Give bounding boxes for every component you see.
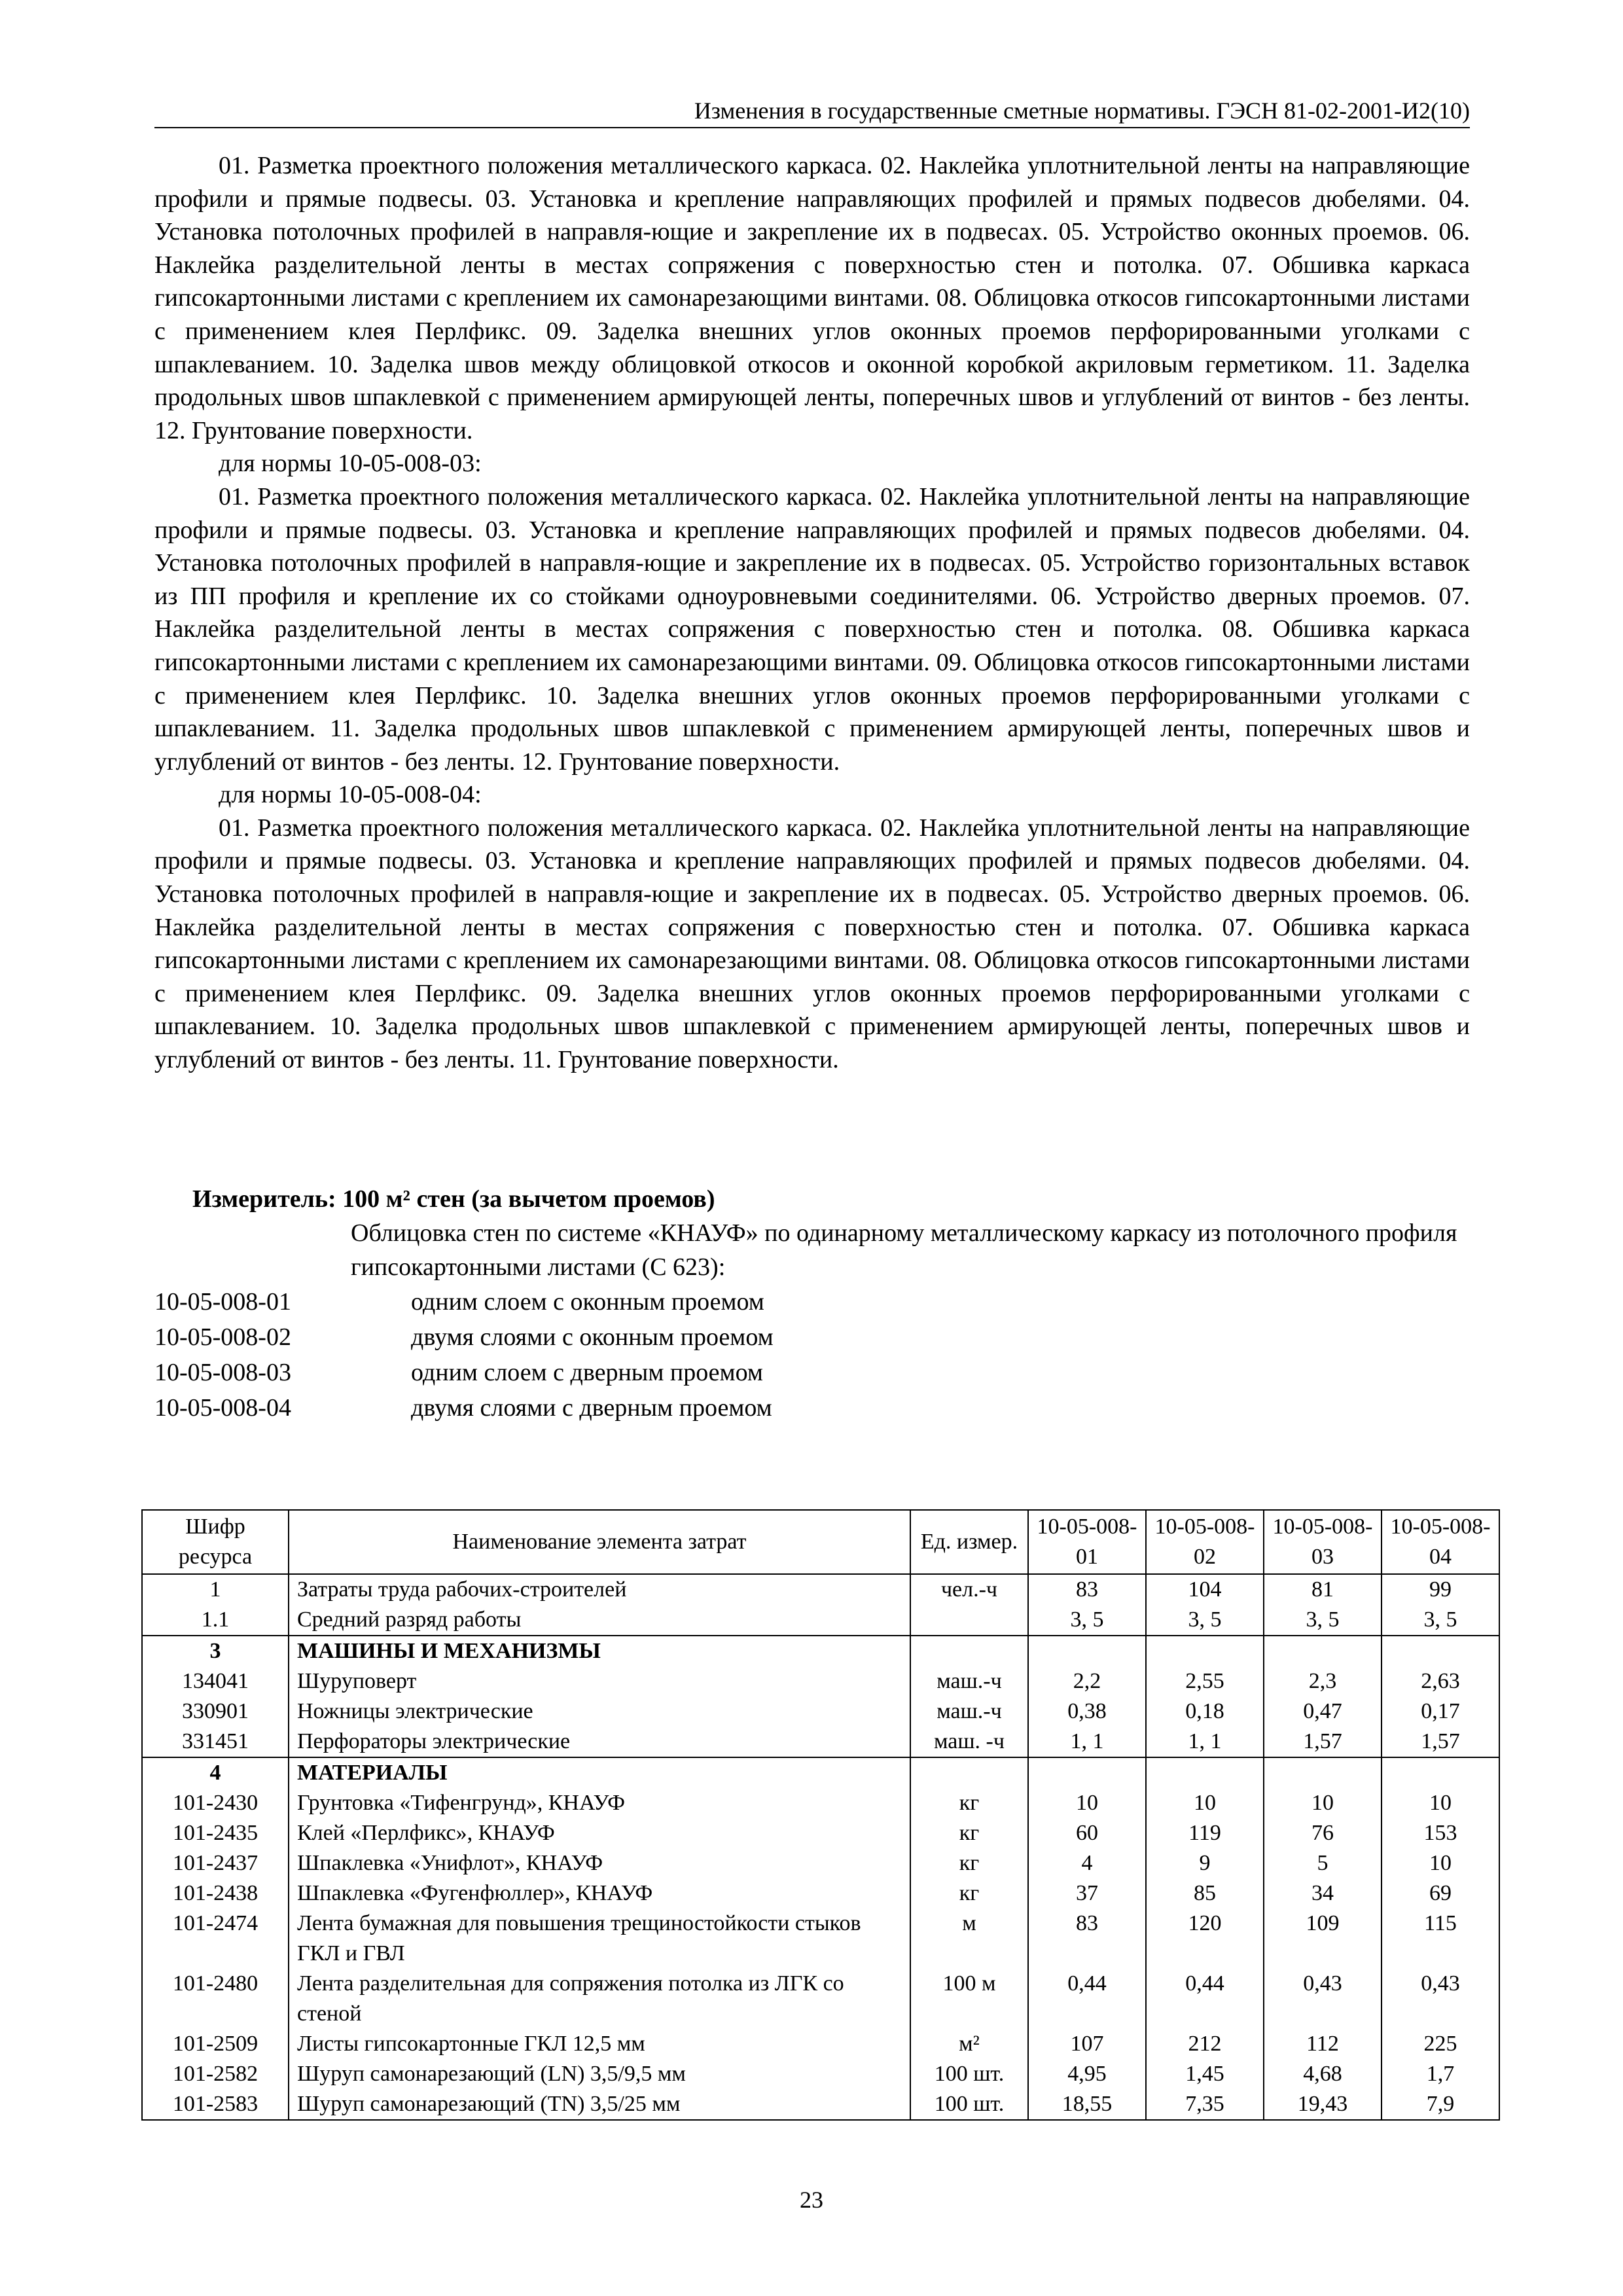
cell-norm-03: 0,43 [1264, 1969, 1382, 2029]
cell-name: Клей «Перлфикс», КНАУФ [289, 1818, 910, 1848]
cell-norm-04: 69 [1382, 1878, 1499, 1909]
cell-unit: чел.-ч [910, 1574, 1028, 1605]
cell-norm-04: 0,17 [1382, 1696, 1499, 1727]
cell-unit [910, 1757, 1028, 1788]
cell-norm-02: 85 [1146, 1878, 1264, 1909]
cell-code: 101-2474 [142, 1909, 289, 1969]
norm-code-row [154, 1319, 1470, 1355]
cell-norm-02: 9 [1146, 1848, 1264, 1878]
cell-norm-04: 3, 5 [1382, 1605, 1499, 1636]
cell-norm-04 [1382, 1757, 1499, 1788]
table-row [142, 1696, 1499, 1727]
norm-label-04: для нормы 10-05-008-04: [219, 781, 482, 809]
table-row [142, 1574, 1499, 1605]
table-header-row [142, 1510, 1499, 1574]
cell-norm-01: 10 [1028, 1788, 1146, 1818]
table-row [142, 1848, 1499, 1878]
cell-name: Шуруп самонарезающий (LN) 3,5/9,5 мм [289, 2059, 910, 2089]
measure-title: Измеритель: 100 м² стен (за вычетом проемов) [192, 1185, 715, 1213]
table-row [142, 2089, 1499, 2120]
cell-norm-03: 0,47 [1264, 1696, 1382, 1727]
cell-norm-01: 60 [1028, 1818, 1146, 1848]
cell-norm-01: 4,95 [1028, 2059, 1146, 2089]
cell-code: 101-2583 [142, 2089, 289, 2120]
cell-norm-03 [1264, 1757, 1382, 1788]
paragraph-norm-03: 01. Разметка проектного положения металлического каркаса. 02. Наклейка уплотнительной ленты на направляющие профили и прямые подвесы. 03. Установка и крепление направляющих профилей и прямых подвесов дюбелями. 04. Установка потолочных профилей в направля-ющие и закрепление их в подвесах. 05. Устройство горизонтальных вставок из ПП профиля и крепление их со стойками одноуровневыми соединителями. 06. Устройство дверных проемов. 07. Наклейка разделительной ленты в местах сопряжения с поверхностью стен и потолка. 08. Обшивка каркаса гипсокартонными листами с креплением их самонарезающими винтами. 09. Облицовка откосов гипсокартонными листами с применением клея Перлфикс. 10. Заделка внешних углов оконных проемов перфорированными уголками с шпаклеванием. 11. Заделка продольных швов шпаклевкой с применением армирующей ленты, поперечных швов и углублений от винтов - без ленты. 12. Грунтование поверхности. [154, 482, 1470, 776]
cell-norm-04: 2,63 [1382, 1666, 1499, 1696]
norm-code: 10-05-008-03 [154, 1359, 291, 1386]
cell-norm-04: 10 [1382, 1788, 1499, 1818]
norm-code-row [154, 1284, 1470, 1319]
cell-code: 101-2435 [142, 1818, 289, 1848]
cell-norm-03: 19,43 [1264, 2089, 1382, 2120]
cell-unit: 100 шт. [910, 2089, 1028, 2120]
norm-label-03: для нормы 10-05-008-03: [219, 450, 482, 478]
norm-code-label: одним слоем с оконным проемом [411, 1288, 764, 1316]
table-row [142, 2029, 1499, 2059]
table-row [142, 1969, 1499, 2029]
header-norm-04: 10-05-008-04 [1382, 1510, 1499, 1574]
cell-unit: м [910, 1909, 1028, 1969]
cell-unit [910, 1605, 1028, 1636]
header-code: Шифр ресурса [142, 1510, 289, 1574]
cell-norm-01: 37 [1028, 1878, 1146, 1909]
cell-norm-04: 225 [1382, 2029, 1499, 2059]
cell-name: Затраты труда рабочих-строителей [289, 1574, 910, 1605]
cell-code: 101-2480 [142, 1969, 289, 2029]
measure-description: Облицовка стен по системе «КНАУФ» по одинарному металлическому каркасу из потолочного профиля гипсокартонными листами (С 623): [351, 1219, 1457, 1281]
page-number: 23 [800, 2187, 823, 2213]
cell-norm-03: 5 [1264, 1848, 1382, 1878]
cell-name: Листы гипсокартонные ГКЛ 12,5 мм [289, 2029, 910, 2059]
cell-name: Шпаклевка «Фугенфюллер», КНАУФ [289, 1878, 910, 1909]
cell-unit: м² [910, 2029, 1028, 2059]
cell-norm-03: 81 [1264, 1574, 1382, 1605]
cell-norm-04: 10 [1382, 1848, 1499, 1878]
table-row [142, 1818, 1499, 1848]
paragraph-norm-01-02: 01. Разметка проектного положения металлического каркаса. 02. Наклейка уплотнительной ленты на направляющие профили и прямые подвесы. 03. Установка и крепление направляющих профилей и прямых подвесов дюбелями. 04. Установка потолочных профилей в направля-ющие и закрепление их в подвесах. 05. Устройство оконных проемов. 06. Наклейка разделительной ленты в местах сопряжения с поверхностью стен и потолка. 07. Обшивка каркаса гипсокартонными листами с креплением их самонарезающими винтами. 08. Облицовка откосов гипсокартонными листами с применением клея Перлфикс. 09. Заделка внешних углов оконных проемов перфорированными уголками с шпаклеванием. 10. Заделка швов между облицовкой откосов и оконной коробкой акриловым герметиком. 11. Заделка продольных швов шпаклевкой с применением армирующей ленты, поперечных швов и углублений от винтов - без ленты. 12. Грунтование поверхности. [154, 152, 1470, 444]
cell-name: Средний разряд работы [289, 1605, 910, 1636]
cell-unit: 100 м [910, 1969, 1028, 2029]
measure-section [154, 1182, 1470, 1426]
cell-norm-03: 34 [1264, 1878, 1382, 1909]
cell-norm-02: 7,35 [1146, 2089, 1264, 2120]
cell-norm-02: 2,55 [1146, 1666, 1264, 1696]
cell-name: МАТЕРИАЛЫ [289, 1757, 910, 1788]
cell-norm-02: 119 [1146, 1818, 1264, 1848]
cell-norm-04 [1382, 1636, 1499, 1666]
table-row [142, 1788, 1499, 1818]
cell-norm-01 [1028, 1636, 1146, 1666]
cell-unit: кг [910, 1848, 1028, 1878]
cell-unit: кг [910, 1878, 1028, 1909]
cell-norm-01: 4 [1028, 1848, 1146, 1878]
cell-code: 101-2438 [142, 1878, 289, 1909]
cell-norm-03 [1264, 1636, 1382, 1666]
running-header: Изменения в государственные сметные нормативы. ГЭСН 81-02-2001-И2(10) [154, 96, 1470, 128]
cell-norm-01: 107 [1028, 2029, 1146, 2059]
cell-norm-02: 10 [1146, 1788, 1264, 1818]
table-row [142, 1605, 1499, 1636]
cell-norm-02: 212 [1146, 2029, 1264, 2059]
cell-unit: 100 шт. [910, 2059, 1028, 2089]
cell-norm-02: 0,18 [1146, 1696, 1264, 1727]
cell-norm-04: 115 [1382, 1909, 1499, 1969]
norm-code-label: одним слоем с дверным проемом [411, 1359, 763, 1386]
table-row [142, 1757, 1499, 1788]
table-row [142, 1909, 1499, 1969]
cell-name: Перфораторы электрические [289, 1727, 910, 1757]
cell-code: 101-2582 [142, 2059, 289, 2089]
cell-code: 134041 [142, 1666, 289, 1696]
cell-norm-01: 1, 1 [1028, 1727, 1146, 1757]
cell-unit: маш.-ч [910, 1696, 1028, 1727]
cell-name: Шуруп самонарезающий (TN) 3,5/25 мм [289, 2089, 910, 2120]
cell-unit: маш. -ч [910, 1727, 1028, 1757]
cell-norm-04: 1,57 [1382, 1727, 1499, 1757]
header-norm-02: 10-05-008-02 [1146, 1510, 1264, 1574]
cell-norm-01: 83 [1028, 1909, 1146, 1969]
cell-name: МАШИНЫ И МЕХАНИЗМЫ [289, 1636, 910, 1666]
cell-unit [910, 1636, 1028, 1666]
norm-code: 10-05-008-02 [154, 1323, 291, 1351]
cell-norm-03: 3, 5 [1264, 1605, 1382, 1636]
table-row [142, 1878, 1499, 1909]
resource-table-wrapper [141, 1509, 1499, 2121]
cell-norm-02 [1146, 1636, 1264, 1666]
norm-code: 10-05-008-01 [154, 1288, 291, 1316]
cell-unit: кг [910, 1818, 1028, 1848]
header-norm-03: 10-05-008-03 [1264, 1510, 1382, 1574]
cell-norm-03: 1,57 [1264, 1727, 1382, 1757]
cell-norm-01: 83 [1028, 1574, 1146, 1605]
cell-code: 331451 [142, 1727, 289, 1757]
cell-norm-01: 2,2 [1028, 1666, 1146, 1696]
cell-norm-02 [1146, 1757, 1264, 1788]
cell-norm-03: 4,68 [1264, 2059, 1382, 2089]
resource-table [141, 1509, 1500, 2121]
norm-code-label: двумя слоями с дверным проемом [411, 1394, 772, 1422]
table-body [142, 1574, 1499, 2120]
cell-norm-02: 1, 1 [1146, 1727, 1264, 1757]
cell-name: Лента разделительная для сопряжения потолка из ЛГК со стеной [289, 1969, 910, 2029]
cell-norm-04: 153 [1382, 1818, 1499, 1848]
header-norm-01: 10-05-008-01 [1028, 1510, 1146, 1574]
cell-norm-02: 1,45 [1146, 2059, 1264, 2089]
cell-name: Ножницы электрические [289, 1696, 910, 1727]
cell-unit: кг [910, 1788, 1028, 1818]
cell-norm-02: 0,44 [1146, 1969, 1264, 2029]
norm-code-row [154, 1355, 1470, 1390]
header-name: Наименование элемента затрат [289, 1510, 910, 1574]
cell-norm-01: 0,44 [1028, 1969, 1146, 2029]
work-description [154, 149, 1470, 1077]
cell-code: 101-2430 [142, 1788, 289, 1818]
cell-norm-01: 3, 5 [1028, 1605, 1146, 1636]
cell-norm-03: 2,3 [1264, 1666, 1382, 1696]
header-unit: Ед. измер. [910, 1510, 1028, 1574]
table-row [142, 1727, 1499, 1757]
cell-code: 101-2437 [142, 1848, 289, 1878]
table-row [142, 1666, 1499, 1696]
cell-norm-04: 0,43 [1382, 1969, 1499, 2029]
cell-code: 4 [142, 1757, 289, 1788]
cell-norm-03: 112 [1264, 2029, 1382, 2059]
table-row [142, 2059, 1499, 2089]
norm-code-row [154, 1390, 1470, 1426]
cell-norm-04: 99 [1382, 1574, 1499, 1605]
cell-norm-01 [1028, 1757, 1146, 1788]
table-row [142, 1636, 1499, 1666]
cell-norm-01: 18,55 [1028, 2089, 1146, 2120]
cell-norm-03: 76 [1264, 1818, 1382, 1848]
cell-unit: маш.-ч [910, 1666, 1028, 1696]
cell-norm-02: 3, 5 [1146, 1605, 1264, 1636]
cell-code: 3 [142, 1636, 289, 1666]
norm-code-label: двумя слоями с оконным проемом [411, 1323, 774, 1351]
cell-code: 1.1 [142, 1605, 289, 1636]
cell-name: Грунтовка «Тифенгрунд», КНАУФ [289, 1788, 910, 1818]
cell-norm-03: 109 [1264, 1909, 1382, 1969]
cell-code: 101-2509 [142, 2029, 289, 2059]
cell-norm-02: 120 [1146, 1909, 1264, 1969]
cell-name: Шуруповерт [289, 1666, 910, 1696]
norm-code: 10-05-008-04 [154, 1394, 291, 1422]
cell-norm-03: 10 [1264, 1788, 1382, 1818]
cell-name: Лента бумажная для повышения трещиностойкости стыков ГКЛ и ГВЛ [289, 1909, 910, 1969]
cell-norm-04: 1,7 [1382, 2059, 1499, 2089]
cell-norm-02: 104 [1146, 1574, 1264, 1605]
cell-name: Шпаклевка «Унифлот», КНАУФ [289, 1848, 910, 1878]
cell-code: 1 [142, 1574, 289, 1605]
cell-norm-01: 0,38 [1028, 1696, 1146, 1727]
cell-code: 330901 [142, 1696, 289, 1727]
paragraph-norm-04: 01. Разметка проектного положения металлического каркаса. 02. Наклейка уплотнительной ленты на направляющие профили и прямые подвесы. 03. Установка и крепление направляющих профилей и прямых подвесов дюбелями. 04. Установка потолочных профилей в направля-ющие и закрепление их в подвесах. 05. Устройство дверных проемов. 06. Наклейка разделительной ленты в местах сопряжения с поверхностью стен и потолка. 07. Обшивка каркаса гипсокартонными листами с креплением их самонарезающими винтами. 08. Облицовка откосов гипсокартонными листами с применением клея Перлфикс. 09. Заделка внешних углов оконных проемов перфорированными уголками с шпаклеванием. 10. Заделка продольных швов шпаклевкой с применением армирующей ленты, поперечных швов и углублений от винтов - без ленты. 11. Грунтование поверхности. [154, 814, 1470, 1074]
cell-norm-04: 7,9 [1382, 2089, 1499, 2120]
